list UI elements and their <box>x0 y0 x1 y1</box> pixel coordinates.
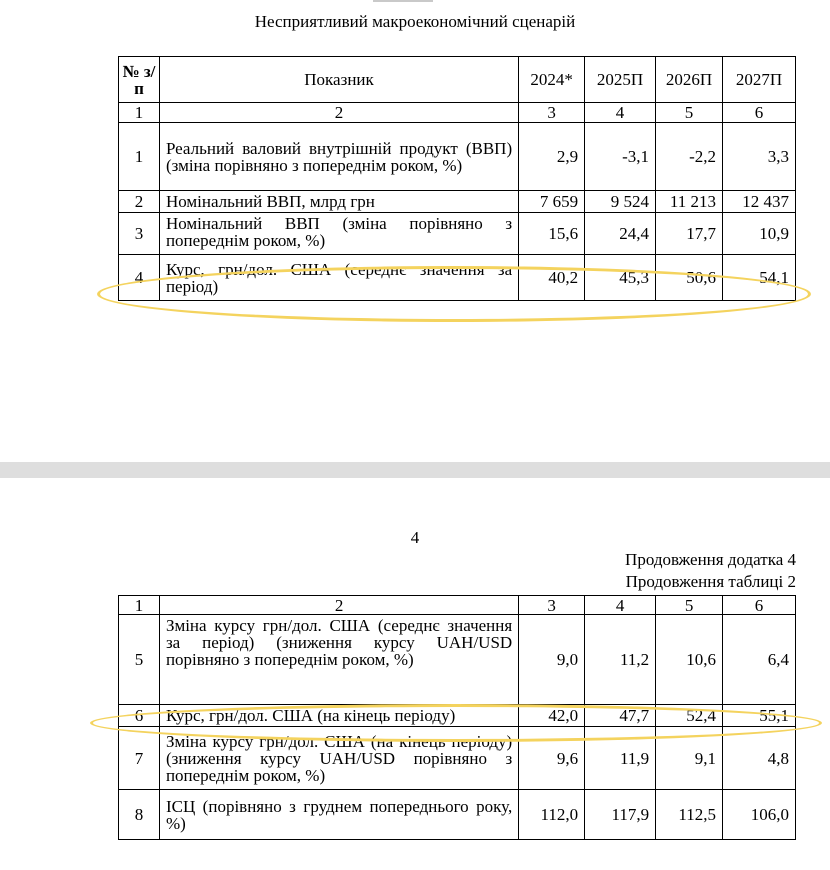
indicator-text: Зміна курсу грн/дол. США (середнє значення за період) (зниження курсу UAH/USD порівняно з попереднім роком, %) <box>165 616 513 669</box>
value-2025: 11,2 <box>585 615 656 705</box>
indicator-cell: Реальний валовий внутрішній продукт (ВВП) (зміна порівняно з попереднім роком, %) <box>159 123 518 191</box>
header-2026: 2026П <box>656 57 723 103</box>
indicator-text: Номінальний ВВП (зміна порівняно з попереднім роком, %) <box>165 214 513 250</box>
column-number: 3 <box>519 103 585 123</box>
header-no: № з/п <box>119 57 160 103</box>
table-row <box>119 790 796 840</box>
column-number: 2 <box>159 596 518 615</box>
table-row <box>119 213 796 255</box>
indicator-cell: ІСЦ (порівняно з груднем попереднього року, %) <box>159 790 518 840</box>
value-2026: 112,5 <box>656 790 723 840</box>
value-2027: 10,9 <box>723 213 796 255</box>
value-2026: -2,2 <box>656 123 723 191</box>
table-header-row <box>119 57 796 103</box>
value-2025: 24,4 <box>585 213 656 255</box>
table-row <box>119 727 796 790</box>
page-number: 4 <box>410 528 420 547</box>
row-number: 7 <box>119 727 160 790</box>
column-number: 5 <box>656 596 723 615</box>
page-top-edge <box>373 0 433 2</box>
value-2024: 42,0 <box>519 705 585 727</box>
column-number: 4 <box>585 103 656 123</box>
value-2026: 9,1 <box>656 727 723 790</box>
table-row <box>119 615 796 705</box>
value-2026: 50,6 <box>656 255 723 301</box>
value-2024: 9,6 <box>519 727 585 790</box>
value-2025: 117,9 <box>585 790 656 840</box>
document-page-2 <box>0 478 830 870</box>
value-2027: 6,4 <box>723 615 796 705</box>
page-gap <box>0 462 830 478</box>
table-row <box>119 191 796 213</box>
value-2025: -3,1 <box>585 123 656 191</box>
row-number: 8 <box>119 790 160 840</box>
value-2024: 2,9 <box>519 123 585 191</box>
table-row <box>119 123 796 191</box>
value-2027: 4,8 <box>723 727 796 790</box>
scenario-title: Несприятливий макроекономічний сценарій <box>254 12 576 31</box>
continuation-table: Продовження таблиці 2 <box>625 572 796 591</box>
value-2027: 3,3 <box>723 123 796 191</box>
value-2026: 17,7 <box>656 213 723 255</box>
value-2027: 55,1 <box>723 705 796 727</box>
value-2025: 9 524 <box>585 191 656 213</box>
value-2027: 106,0 <box>723 790 796 840</box>
value-2024: 112,0 <box>519 790 585 840</box>
value-2024: 9,0 <box>519 615 585 705</box>
value-2024: 15,6 <box>519 213 585 255</box>
table-row-highlighted <box>119 255 796 301</box>
row-number: 3 <box>119 213 160 255</box>
column-number-row <box>119 596 796 615</box>
row-number: 6 <box>119 705 160 727</box>
header-2025: 2025П <box>585 57 656 103</box>
value-2026: 52,4 <box>656 705 723 727</box>
indicator-cell <box>159 213 518 255</box>
value-2025: 11,9 <box>585 727 656 790</box>
column-number: 1 <box>119 103 160 123</box>
value-2027: 12 437 <box>723 191 796 213</box>
table-row-highlighted <box>119 705 796 727</box>
column-number: 3 <box>519 596 585 615</box>
indicator-cell: Зміна курсу грн/дол. США (на кінець періоду) (зниження курсу UAH/USD порівняно з попереднім роком, %) <box>159 727 518 790</box>
column-number: 2 <box>159 103 518 123</box>
row-number: 4 <box>119 255 160 301</box>
column-number: 5 <box>656 103 723 123</box>
indicator-cell: Курс, грн/дол. США (середнє значення за період) <box>159 255 518 301</box>
row-number: 1 <box>119 123 160 191</box>
value-2026: 10,6 <box>656 615 723 705</box>
row-number: 2 <box>119 191 160 213</box>
value-2025: 45,3 <box>585 255 656 301</box>
indicator-cell: Курс, грн/дол. США (на кінець періоду) <box>159 705 518 727</box>
column-number: 4 <box>585 596 656 615</box>
value-2024: 40,2 <box>519 255 585 301</box>
indicator-cell <box>159 615 518 705</box>
macro-table-continued <box>118 595 796 840</box>
header-2024: 2024* <box>519 57 585 103</box>
indicator-cell: Номінальний ВВП, млрд грн <box>159 191 518 213</box>
value-2025: 47,7 <box>585 705 656 727</box>
row-number: 5 <box>119 615 160 705</box>
header-2027: 2027П <box>723 57 796 103</box>
value-2026: 11 213 <box>656 191 723 213</box>
value-2027: 54,1 <box>723 255 796 301</box>
macro-table <box>118 56 796 301</box>
column-number: 1 <box>119 596 160 615</box>
column-number: 6 <box>723 103 796 123</box>
value-2024: 7 659 <box>519 191 585 213</box>
header-indicator: Показник <box>159 57 518 103</box>
column-number: 6 <box>723 596 796 615</box>
column-number-row <box>119 103 796 123</box>
continuation-appendix: Продовження додатка 4 <box>625 550 796 569</box>
